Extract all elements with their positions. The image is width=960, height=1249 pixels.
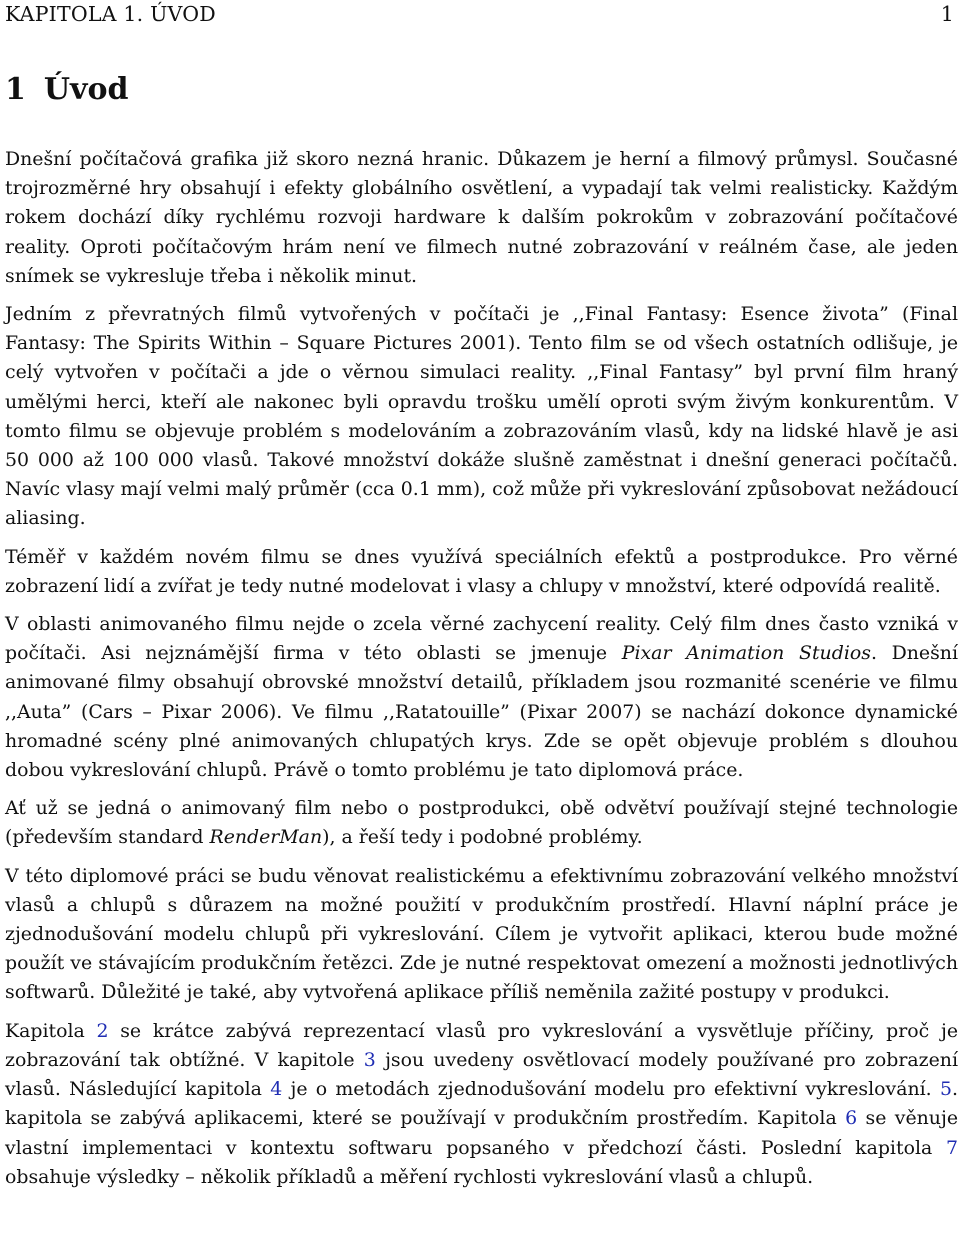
paragraph-7-text-3: jsou uvedeny osvětlovací modely používané pro zobrazení vlasů. Následující kapitola	[5, 1048, 958, 1101]
paragraph-1: Dnešní počítačová grafika již skoro nezná hranic. Důkazem je herní a filmový průmysl. Současné trojrozměrné hry obsahují i efekty globálního osvětlení, a vypadají tak velmi realisticky. Každým rokem dochází díky rychlému rozvoji hardware k dalším pokrokům v zobrazování počítačové reality. Oproti počítačovým hrám není ve filmech nutné zobrazování v reálném čase, ale jeden snímek se vykresluje třeba i několik minut.	[5, 148, 958, 287]
paragraph-7	[5, 1017, 958, 1192]
header-page-number: 1	[940, 2, 954, 26]
paragraph-4	[5, 610, 958, 785]
paragraph-5-text-a: Ať už se jedná o animovaný film nebo o postprodukci, obě odvětví používají stejné technologie (především standard	[5, 797, 958, 849]
paragraph-4-text-a: V oblasti animovaného filmu nejde o zcela věrné zachycení reality. Celý film dnes často vzniká v počítači. Asi nejznámější firma v této oblasti se jmenuje	[5, 613, 958, 665]
paragraph-7-text-6: se věnuje vlastní implementaci v kontextu softwaru popsaného v předchozí části. Poslední kapitola	[5, 1107, 958, 1159]
renderman-emphasis: RenderMan	[209, 826, 323, 849]
chapter-body	[5, 145, 958, 1201]
chapter-2-link[interactable]: 2	[96, 1019, 109, 1042]
paragraph-6: V této diplomové práci se budu věnovat realistickému a efektivnímu zobrazování velkého množství vlasů a chlupů s důrazem na možné použití v produkčním prostředí. Hlavní náplní práce je zjednodušování modelu chlupů při vykreslování. Cílem je vytvořit aplikaci, kterou bude možné použít ve stávajícím produkčním řetězci. Zde je nutné respektovat omezení a možnosti jednotlivých softwarů. Důležité je také, aby vytvořená aplikace příliš neměnila zažité postupy v produkci.	[5, 864, 958, 1004]
paragraph-7-text-5: . kapitola se zabývá aplikacemi, které se používají v produkčním prostředím. Kapitola	[5, 1078, 958, 1130]
paragraph-2: Jedním z převratných filmů vytvořených v počítači je ,,Final Fantasy: Esence života” (Final Fantasy: The Spirits Within – Square Pictures 2001). Tento film se od všech ostatních odlišuje, je celý vytvořen v počítači a jde o věrnou simulaci reality. ,,Final Fantasy” byl první film hraný umělými herci, kteří ale nakonec byli opravdu trošku umělí oproti svým živým konkurentům. V tomto filmu se objevuje problém s modelováním a zobrazováním vlasů, kdy na lidské hlavě je asi 50 000 až 100 000 vlasů. Takové množství dokáže slušně zaměstnat i dnešní generaci počítačů. Navíc vlasy mají velmi malý průměr (cca 0.1 mm), což může při vykreslování způsobovat nežádoucí aliasing.	[5, 303, 958, 530]
chapter-3-link[interactable]: 3	[363, 1048, 376, 1071]
chapter-title	[5, 72, 128, 107]
chapter-number: 1	[5, 72, 26, 107]
chapter-5-link[interactable]: 5	[939, 1078, 952, 1101]
paragraph-4-text-b: . Dnešní animované filmy obsahují obrovské množství detailů, příkladem jsou rozmanité scenérie ve filmu ,,Auta” (Cars – Pixar 2006). Ve filmu ,,Ratatouille” (Pixar 2007) se nachází dokonce dynamické hromadné scény plné animovaných chlupatých krys. Zde se opět objevuje problém s dlouhou dobou vykreslování chlupů. Právě o tomto problému je tato diplomová práce.	[5, 642, 959, 782]
paragraph-3: Téměř v každém novém filmu se dnes využívá speciálních efektů a postprodukce. Pro věrné zobrazení lidí a zvířat je tedy nutné modelovat i vlasy a chlupy v množství, které odpovídá realitě.	[5, 545, 958, 597]
paragraph-7-text-1: Kapitola	[5, 1019, 97, 1042]
chapter-7-link[interactable]: 7	[945, 1136, 958, 1159]
paragraph-7-text-7: obsahuje výsledky – několik příkladů a měření rychlosti vykreslování vlasů a chlupů.	[5, 1165, 814, 1188]
paragraph-5-text-b: ), a řeší tedy i podobné problémy.	[322, 826, 643, 849]
chapter-title-text: Úvod	[43, 72, 129, 107]
chapter-6-link[interactable]: 6	[845, 1107, 858, 1130]
running-header	[5, 2, 954, 32]
paragraph-7-text-2: se krátce zabývá reprezentací vlasů pro vykreslování a vysvětluje příčiny, proč je zobrazování tak obtížné. V kapitole	[5, 1019, 958, 1071]
paragraph-5	[5, 794, 958, 852]
header-chapter: KAPITOLA 1. ÚVOD	[5, 2, 216, 26]
paragraph-7-text-4: je o metodách zjednodušování modelu pro efektivní vykreslování.	[282, 1078, 940, 1101]
pixar-studio-emphasis: Pixar Animation Studios	[621, 642, 871, 665]
chapter-4-link[interactable]: 4	[270, 1078, 283, 1101]
